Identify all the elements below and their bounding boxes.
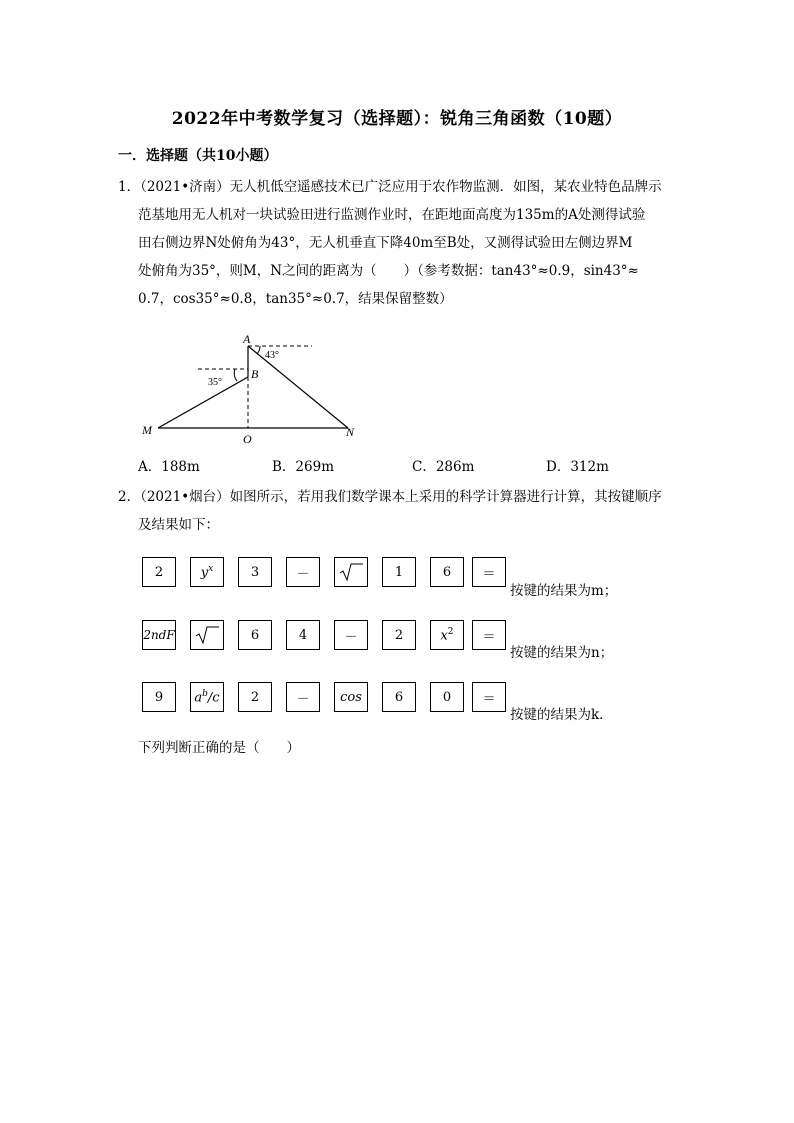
q1-line-3: 田右侧边界N处俯角为43°，无人机垂直下降40m至B处，又测得试验田左侧边界M (138, 235, 633, 251)
section-heading: 一．选择题（共10小题） (118, 148, 278, 164)
q2-line-1: 2．（2021•烟台）如图所示，若用我们数学课本上采用的科学计算器进行计算，其按键顺序 (118, 489, 662, 505)
sqrt-icon (338, 562, 364, 582)
label-B: B (251, 367, 259, 381)
key-0: 0 (430, 682, 464, 712)
key-sqrt (190, 620, 224, 650)
choice-D: D．312m (546, 459, 609, 475)
key-6: 6 (238, 620, 272, 650)
key-fraction-label: $a^b/c$ (194, 688, 220, 706)
key-9: 9 (142, 682, 176, 712)
q2-line-2: 及结果如下： (138, 517, 219, 533)
row-1-result: 按键的结果为m； (510, 583, 618, 599)
key-6: 6 (382, 682, 416, 712)
key-square (430, 620, 464, 650)
key-2: 2 (238, 682, 272, 712)
key-minus: － (334, 620, 368, 650)
q1-line-4: 处俯角为35°，则M，N之间的距离为（ ）（参考数据：tan43°≈0.9，sin43°≈ (138, 263, 639, 279)
row-3-result: 按键的结果为k． (510, 707, 613, 723)
choice-A: A．188m (138, 459, 200, 475)
key-equals: ＝ (472, 620, 506, 650)
line-AN (248, 346, 348, 428)
angle-arc-B (234, 369, 237, 381)
question-2 (118, 483, 680, 539)
label-O: O (243, 432, 252, 446)
question-1 (118, 173, 680, 313)
key-3: 3 (238, 557, 272, 587)
key-square-label: $x^2$ (440, 626, 454, 644)
key-6: 6 (430, 557, 464, 587)
page-title: 2022年中考数学复习（选择题）：锐角三角函数（10题） (171, 109, 623, 129)
q1-line-1: 1．（2021•济南）无人机低空遥感技术已广泛应用于农作物监测．如图，某农业特色品牌示 (118, 179, 662, 195)
key-equals: ＝ (472, 557, 506, 587)
key-cos: cos (334, 682, 368, 712)
key-power (190, 557, 224, 587)
q1-line-5: 0.7，cos35°≈0.8，tan35°≈0.7，结果保留整数） (138, 291, 453, 307)
key-minus: － (286, 557, 320, 587)
choice-C: C．286m (412, 459, 475, 475)
key-2: 2 (142, 557, 176, 587)
key-sqrt (334, 557, 368, 587)
label-M: M (142, 423, 152, 437)
key-4: 4 (286, 620, 320, 650)
angle-label-35: 35° (208, 377, 222, 388)
angle-arc-A (257, 346, 260, 354)
q1-line-2: 范基地用无人机对一块试验田进行监测作业时，在距地面高度为135m的A处测得试验 (138, 207, 646, 223)
key-equals: ＝ (472, 682, 506, 712)
label-N: N (346, 425, 355, 439)
choice-B: B．269m (272, 459, 334, 475)
key-power-label: $y^x$ (200, 563, 214, 581)
key-fraction (190, 682, 224, 712)
key-minus: － (286, 682, 320, 712)
row-2-result: 按键的结果为n； (510, 645, 614, 661)
key-1: 1 (382, 557, 416, 587)
sqrt-icon (194, 625, 220, 645)
angle-label-43: 43° (265, 350, 279, 361)
key-2ndf: 2ndF (142, 620, 176, 650)
label-A: A (243, 332, 251, 346)
q2-judge-prompt: 下列判断正确的是（ ） (138, 740, 300, 756)
key-2: 2 (382, 620, 416, 650)
triangle-diagram (138, 330, 378, 450)
line-BM (158, 377, 248, 428)
